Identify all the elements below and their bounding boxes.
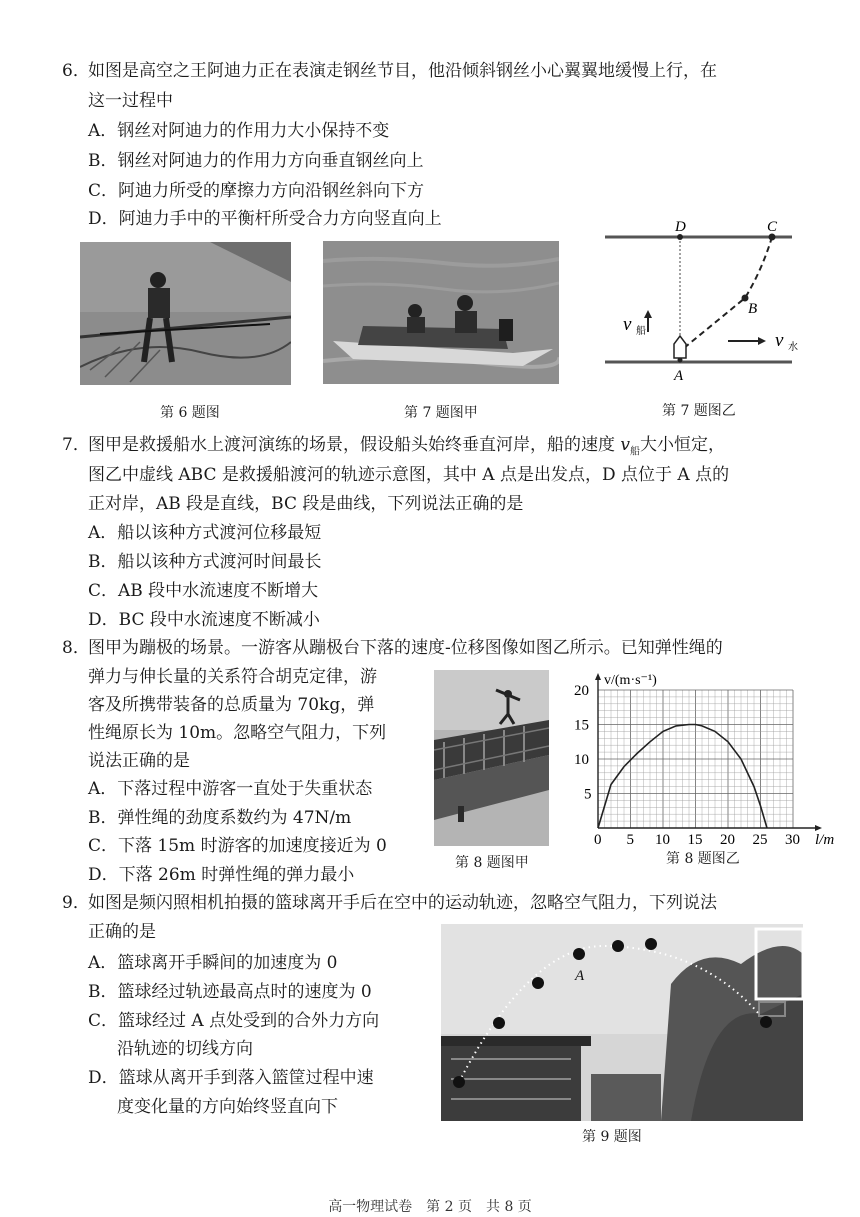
label-v-water: v — [775, 330, 784, 351]
q8-option-a: A．下落过程中游客一直处于失重状态 — [88, 779, 373, 799]
q6-option-b: B．钢丝对阿迪力的作用力方向垂直钢丝向上 — [88, 151, 424, 171]
x-axis-arrow — [815, 825, 822, 831]
label-v-water-sub: 水 — [788, 342, 798, 353]
q6-option-c: C．阿迪力所受的摩擦力方向沿钢丝斜向下方 — [88, 181, 425, 201]
q9-stem-line2: 正确的是 — [88, 922, 156, 942]
q8-caption-a: 第 8 题图甲 — [455, 855, 529, 871]
q7-stem-line3: 正对岸，AB 段是直线，BC 段是曲线，下列说法正确的是 — [88, 494, 524, 514]
page-footer: 高一物理试卷 第 2 页 共 8 页 — [328, 1199, 532, 1215]
q6-option-a: A．钢丝对阿迪力的作用力大小保持不变 — [88, 121, 390, 141]
q7-option-b: B．船以该种方式渡河时间最长 — [88, 552, 322, 572]
q8-stem-line3: 客及所携带装备的总质量为 70kg，弹 — [88, 695, 375, 715]
y-tick-label: 15 — [574, 717, 589, 734]
x-tick-label: 25 — [752, 832, 768, 848]
q7-option-c: C．AB 段中水流速度不断增大 — [88, 581, 319, 601]
q7-boat-photo — [323, 241, 559, 384]
y-axis-arrow — [595, 673, 601, 680]
q9-option-d: D．篮球从离开手到落入篮筐过程中速 — [88, 1068, 374, 1088]
q6-number: 6． — [62, 61, 90, 81]
boat-icon — [674, 336, 686, 358]
q7-stem-line1: 图甲是救援船水上渡河演练的场景，假设船头始终垂直河岸，船的速度 $v_船$大小恒定， — [88, 435, 726, 458]
q7-caption-b: 第 7 题图乙 — [662, 403, 736, 419]
q9-caption: 第 9 题图 — [582, 1129, 642, 1145]
q7-stem-line2: 图乙中虚线 ABC 是救援船渡河的轨迹示意图，其中 A 点是出发点，D 点位于 A 点的 — [88, 465, 730, 485]
q8-stem-line1: 图甲为蹦极的场景。一游客从蹦极台下落的速度-位移图像如图乙所示。已知弹性绳的 — [88, 638, 723, 658]
x-tick-label: 15 — [687, 832, 703, 848]
label-v-boat: v — [623, 314, 632, 335]
y-axis-label: v/(m·s⁻¹) — [604, 673, 657, 688]
q6-stem-line1: 如图是高空之王阿迪力正在表演走钢丝节目，他沿倾斜钢丝小心翼翼地缓慢上行，在 — [88, 61, 717, 81]
y-tick-label: 10 — [574, 752, 589, 768]
q8-bungee-photo — [434, 670, 549, 846]
trajectory-abc — [684, 237, 772, 348]
label-b: B — [748, 301, 758, 317]
label-c: C — [767, 220, 778, 235]
q9-label-a: A — [575, 968, 585, 984]
x-tick-label: 0 — [594, 832, 602, 848]
label-d: D — [675, 220, 686, 235]
q7-option-d: D．BC 段中水流速度不断减小 — [88, 610, 320, 630]
q8-caption-b: 第 8 题图乙 — [666, 851, 740, 867]
q6-stem-line2: 这一过程中 — [88, 91, 173, 111]
x-axis-label: l/m — [815, 832, 835, 848]
q9-option-d-cont: 度变化量的方向始终竖直向下 — [117, 1097, 338, 1117]
q9-option-a: A．篮球离开手瞬间的加速度为 0 — [88, 953, 338, 973]
q9-number: 9． — [62, 893, 90, 913]
q8-option-b: B．弹性绳的劲度系数约为 47N/m — [88, 808, 352, 828]
q9-option-b: B．篮球经过轨迹最高点时的速度为 0 — [88, 982, 372, 1002]
q8-option-c: C．下落 15m 时游客的加速度接近为 0 — [88, 836, 387, 856]
q8-stem-line5: 说法正确的是 — [88, 751, 190, 771]
y-tick-label: 5 — [584, 786, 592, 803]
q6-caption: 第 6 题图 — [160, 405, 220, 421]
label-v-boat-sub: 船 — [636, 326, 646, 337]
q8-option-d: D．下落 26m 时弹性绳的弹力最小 — [88, 865, 355, 885]
x-tick-label: 10 — [655, 832, 670, 848]
q8-velocity-displacement-chart — [570, 668, 840, 848]
q9-stem-line1: 如图是频闪照相机拍摄的篮球离开手后在空中的运动轨迹，忽略空气阻力，下列说法 — [88, 893, 717, 913]
q7-number: 7． — [62, 435, 90, 455]
label-a: A — [674, 368, 684, 384]
q8-number: 8． — [62, 638, 90, 658]
q6-option-d: D．阿迪力手中的平衡杆所受合力方向竖直向上 — [88, 209, 442, 229]
q8-stem-line2: 弹力与伸长量的关系符合胡克定律，游 — [88, 667, 377, 687]
chart-grid — [598, 690, 793, 828]
q9-option-c: C．篮球经过 A 点处受到的合外力方向 — [88, 1011, 380, 1031]
x-tick-label: 30 — [785, 832, 800, 848]
q7-caption-a: 第 7 题图甲 — [404, 405, 478, 421]
q7-river-diagram — [600, 220, 800, 400]
q9-basketball-photo — [441, 924, 803, 1121]
x-tick-label: 20 — [720, 832, 735, 848]
y-tick-label: 20 — [574, 683, 589, 699]
q7-option-a: A．船以该种方式渡河位移最短 — [88, 523, 322, 543]
q6-tightrope-photo — [80, 242, 291, 385]
q8-stem-line4: 性绳原长为 10m。忽略空气阻力，下列 — [88, 723, 387, 743]
q9-option-c-cont: 沿轨迹的切线方向 — [117, 1039, 253, 1059]
x-tick-label: 5 — [626, 832, 634, 848]
